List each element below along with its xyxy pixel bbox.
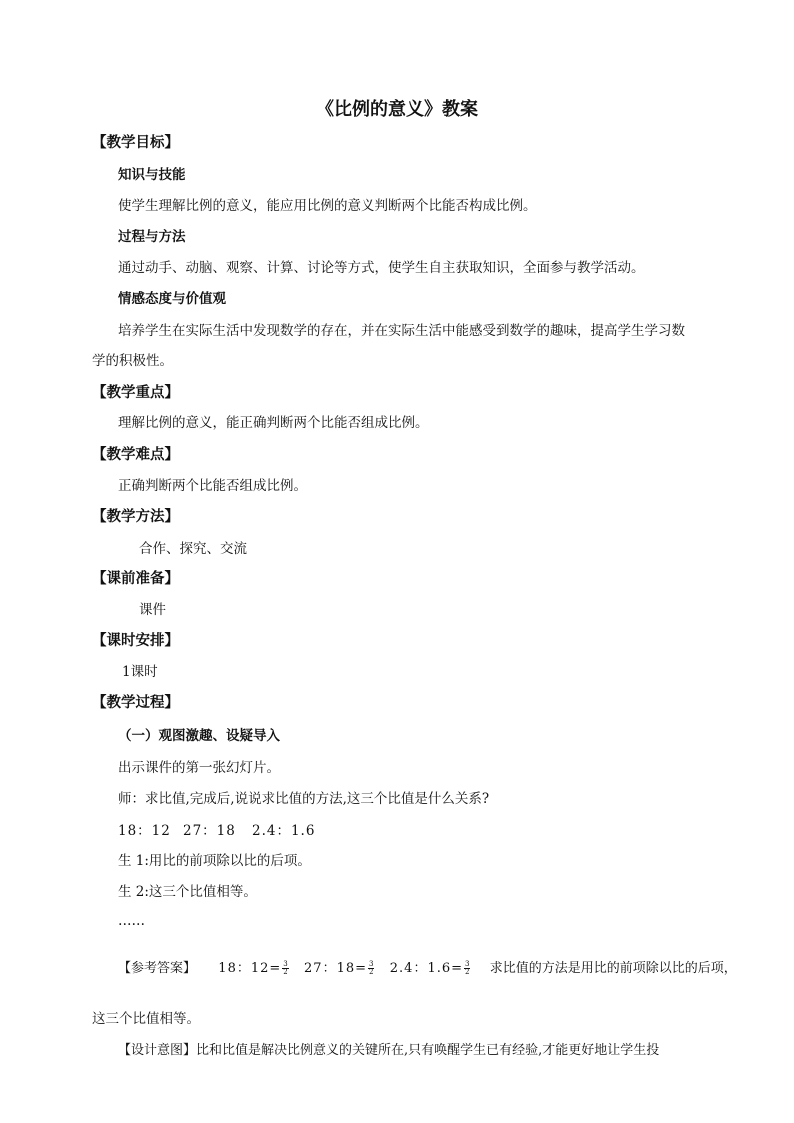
section-heading-prep: 【课前准备】	[92, 570, 179, 587]
ellipsis: ……	[118, 913, 145, 929]
reference-answer-line1	[118, 960, 737, 978]
paragraph-prep: 课件	[139, 602, 166, 618]
paragraph-process: 通过动手、动脑、观察、计算、讨论等方式，使学生自主获取知识，全面参与教学活动。	[118, 260, 645, 276]
section-heading-difficult: 【教学难点】	[92, 446, 179, 463]
subheading-step1: （一）观图激趣、设疑导入	[118, 728, 280, 744]
section-heading-goals: 【教学目标】	[92, 134, 179, 151]
paragraph-knowledge: 使学生理解比例的意义，能应用比例的意义判断两个比能否构成比例。	[118, 198, 537, 214]
paragraph-step1-line1: 出示课件的第一张幻灯片。	[118, 760, 280, 776]
fraction-2: $\frac{3}{2}$	[369, 960, 374, 976]
subheading-knowledge: 知识与技能	[118, 167, 186, 183]
design-intent-line	[118, 1042, 659, 1060]
page-title: 《比例的意义》教案	[316, 99, 478, 120]
fraction-3: $\frac{3}{2}$	[465, 960, 470, 976]
paragraph-method: 合作、探究、交流	[139, 541, 247, 557]
student-answer-2: 生 2:这三个比值相等。	[118, 884, 257, 900]
design-intent-label: 【设计意图】	[118, 1043, 197, 1058]
subheading-process: 过程与方法	[118, 229, 186, 245]
paragraph-key: 理解比例的意义，能正确判断两个比能否组成比例。	[118, 415, 429, 431]
subheading-emotion: 情感态度与价值观	[118, 291, 226, 307]
answer-method-text: 求比值的方法是用比的前项除以比的后项，	[489, 961, 737, 976]
reference-answer-label: 【参考答案】	[118, 961, 197, 976]
paragraph-step1-line2: 师：求比值,完成后,说说求比值的方法,这三个比值是什么关系?	[118, 791, 490, 807]
section-heading-time: 【课时安排】	[92, 632, 179, 649]
section-heading-procedure: 【教学过程】	[92, 694, 179, 711]
answer-equation-3: 2.4：1.6=	[389, 961, 464, 976]
reference-answer-line2: 这三个比值相等。	[92, 1011, 200, 1027]
ratio-c: 2.4：1.6	[252, 823, 316, 839]
ratio-b: 27：18	[183, 823, 236, 839]
paragraph-difficult: 正确判断两个比能否组成比例。	[118, 478, 307, 494]
ratio-a: 18：12	[118, 823, 171, 839]
paragraph-emotion-line1: 培养学生在实际生活中发现数学的存在，并在实际生活中能感受到数学的趣味，提高学生学习数	[118, 323, 685, 339]
answer-equation-2: 27：18=	[304, 961, 368, 976]
student-answer-1: 生 1:用比的前项除以比的后项。	[118, 853, 311, 869]
design-intent-text: 比和比值是解决比例意义的关键所在,只有唤醒学生已有经验,才能更好地让学生投	[196, 1043, 660, 1058]
paragraph-emotion-line2: 学的积极性。	[92, 353, 173, 369]
section-heading-key: 【教学重点】	[92, 384, 179, 401]
paragraph-time: 1课时	[122, 664, 158, 680]
section-heading-method: 【教学方法】	[92, 508, 179, 525]
answer-equation-1: 18：12=	[218, 961, 282, 976]
fraction-1: $\frac{3}{2}$	[283, 960, 288, 976]
